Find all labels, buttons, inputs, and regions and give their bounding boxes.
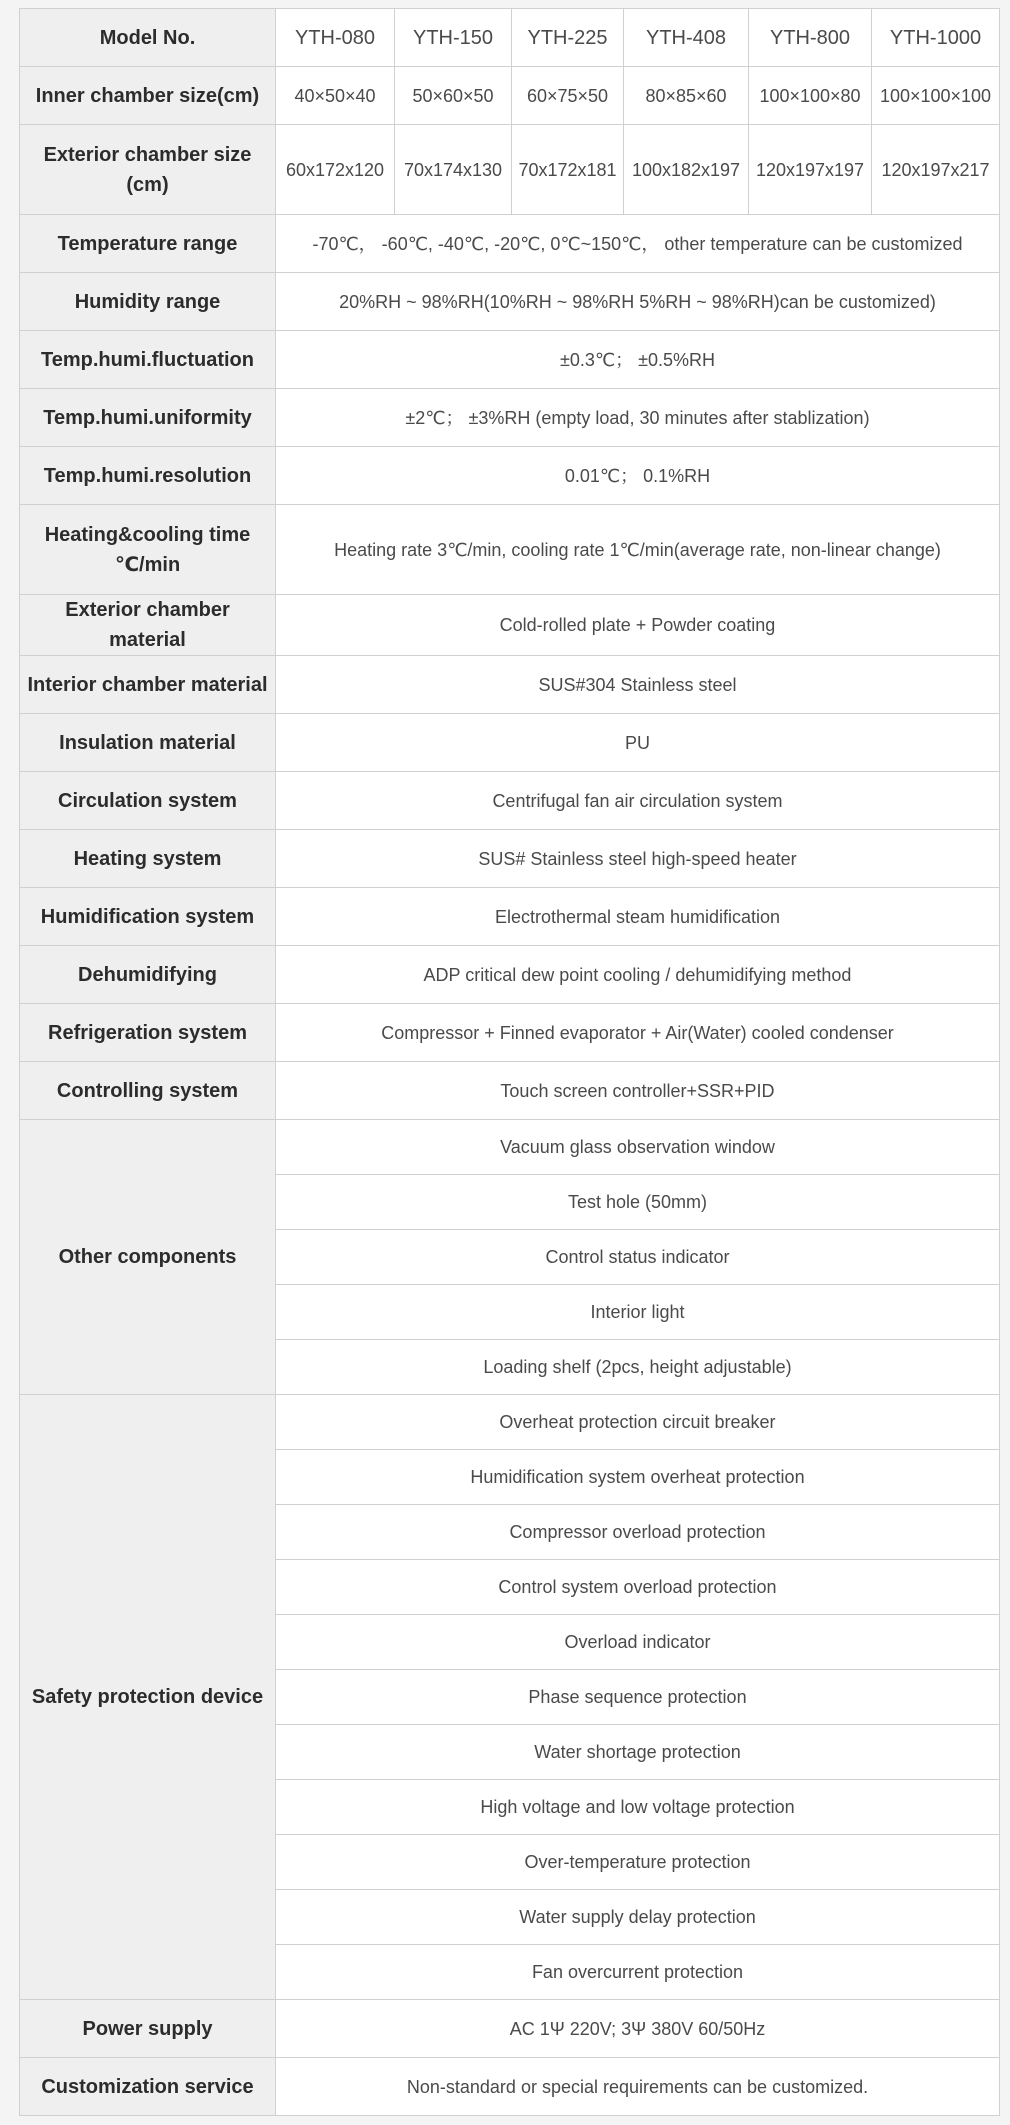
row-label: Controlling system (20, 1062, 276, 1120)
table-cell: 60x172x120 (276, 125, 395, 215)
model-cell: YTH-150 (395, 9, 512, 67)
table-row-customization (20, 2058, 1000, 2116)
list-item: Compressor overload protection (276, 1505, 1000, 1560)
model-cell: YTH-080 (276, 9, 395, 67)
table-row-exterior-size (20, 125, 1000, 215)
spec-table (19, 8, 1000, 2116)
row-label: Exterior chamber size (cm) (20, 125, 276, 215)
table-cell: 100×100×100 (872, 67, 1000, 125)
list-item: Vacuum glass observation window (276, 1120, 1000, 1175)
row-value: Touch screen controller+SSR+PID (276, 1062, 1000, 1120)
table-row-other-components (20, 1120, 1000, 1175)
table-row (20, 595, 1000, 656)
row-value: 20%RH ~ 98%RH(10%RH ~ 98%RH 5%RH ~ 98%RH)can be customized) (276, 273, 1000, 331)
row-label: Insulation material (20, 714, 276, 772)
row-label: Interior chamber material (20, 656, 276, 714)
table-cell: 100×100×80 (749, 67, 872, 125)
list-item: Fan overcurrent protection (276, 1945, 1000, 2000)
list-item: Overload indicator (276, 1615, 1000, 1670)
table-cell: 50×60×50 (395, 67, 512, 125)
table-row-model (20, 9, 1000, 67)
table-row-power (20, 2000, 1000, 2058)
row-value: ±0.3℃； ±0.5%RH (276, 331, 1000, 389)
table-row (20, 331, 1000, 389)
row-label: Dehumidifying (20, 946, 276, 1004)
row-label: Exterior chamber material (20, 595, 276, 656)
row-value: ±2℃； ±3%RH (empty load, 30 minutes after stablization) (276, 389, 1000, 447)
table-cell: 100x182x197 (624, 125, 749, 215)
list-item: Test hole (50mm) (276, 1175, 1000, 1230)
table-row (20, 946, 1000, 1004)
table-cell: 60×75×50 (512, 67, 624, 125)
table-row (20, 389, 1000, 447)
row-label: Temp.humi.resolution (20, 447, 276, 505)
row-value: -70℃， -60℃, -40℃, -20℃, 0℃~150℃， other temperature can be customized (276, 215, 1000, 273)
list-item: Water shortage protection (276, 1725, 1000, 1780)
table-row-inner-size (20, 67, 1000, 125)
list-item: Phase sequence protection (276, 1670, 1000, 1725)
table-cell: 70x174x130 (395, 125, 512, 215)
row-label: Other components (20, 1120, 276, 1395)
row-value: 0.01℃； 0.1%RH (276, 447, 1000, 505)
row-value: ADP critical dew point cooling / dehumidifying method (276, 946, 1000, 1004)
list-item: Control system overload protection (276, 1560, 1000, 1615)
row-value: Heating rate 3℃/min, cooling rate 1℃/min(average rate, non-linear change) (276, 505, 1000, 595)
table-row (20, 1062, 1000, 1120)
row-value: SUS#304 Stainless steel (276, 656, 1000, 714)
row-value: PU (276, 714, 1000, 772)
list-item: Control status indicator (276, 1230, 1000, 1285)
row-label: Temp.humi.uniformity (20, 389, 276, 447)
row-label: Humidification system (20, 888, 276, 946)
list-item: Water supply delay protection (276, 1890, 1000, 1945)
row-label: Circulation system (20, 772, 276, 830)
model-cell: YTH-225 (512, 9, 624, 67)
row-value: Non-standard or special requirements can be customized. (276, 2058, 1000, 2116)
model-cell: YTH-1000 (872, 9, 1000, 67)
row-label: Temp.humi.fluctuation (20, 331, 276, 389)
table-row (20, 1004, 1000, 1062)
table-row (20, 215, 1000, 273)
spec-table-container (19, 8, 999, 2116)
table-row (20, 830, 1000, 888)
table-row (20, 656, 1000, 714)
row-label: Inner chamber size(cm) (20, 67, 276, 125)
row-label: Customization service (20, 2058, 276, 2116)
row-label: Humidity range (20, 273, 276, 331)
row-label: Model No. (20, 9, 276, 67)
table-row (20, 772, 1000, 830)
row-label: Power supply (20, 2000, 276, 2058)
row-value: Cold-rolled plate + Powder coating (276, 595, 1000, 656)
table-row (20, 505, 1000, 595)
row-label: Heating&cooling time ℃/min (20, 505, 276, 595)
row-label: Temperature range (20, 215, 276, 273)
list-item: Humidification system overheat protection (276, 1450, 1000, 1505)
row-value: Electrothermal steam humidification (276, 888, 1000, 946)
table-row-safety (20, 1395, 1000, 1450)
table-cell: 80×85×60 (624, 67, 749, 125)
table-row (20, 888, 1000, 946)
list-item: Overheat protection circuit breaker (276, 1395, 1000, 1450)
row-label: Heating system (20, 830, 276, 888)
row-value: SUS# Stainless steel high-speed heater (276, 830, 1000, 888)
table-row (20, 447, 1000, 505)
list-item: Loading shelf (2pcs, height adjustable) (276, 1340, 1000, 1395)
row-label: Refrigeration system (20, 1004, 276, 1062)
table-row (20, 714, 1000, 772)
list-item: Over-temperature protection (276, 1835, 1000, 1890)
table-cell: 120x197x217 (872, 125, 1000, 215)
row-value: AC 1Ψ 220V; 3Ψ 380V 60/50Hz (276, 2000, 1000, 2058)
row-label: Safety protection device (20, 1395, 276, 2000)
row-value: Centrifugal fan air circulation system (276, 772, 1000, 830)
table-cell: 40×50×40 (276, 67, 395, 125)
table-cell: 120x197x197 (749, 125, 872, 215)
model-cell: YTH-800 (749, 9, 872, 67)
list-item: High voltage and low voltage protection (276, 1780, 1000, 1835)
row-value: Compressor + Finned evaporator + Air(Water) cooled condenser (276, 1004, 1000, 1062)
table-row (20, 273, 1000, 331)
model-cell: YTH-408 (624, 9, 749, 67)
table-cell: 70x172x181 (512, 125, 624, 215)
list-item: Interior light (276, 1285, 1000, 1340)
